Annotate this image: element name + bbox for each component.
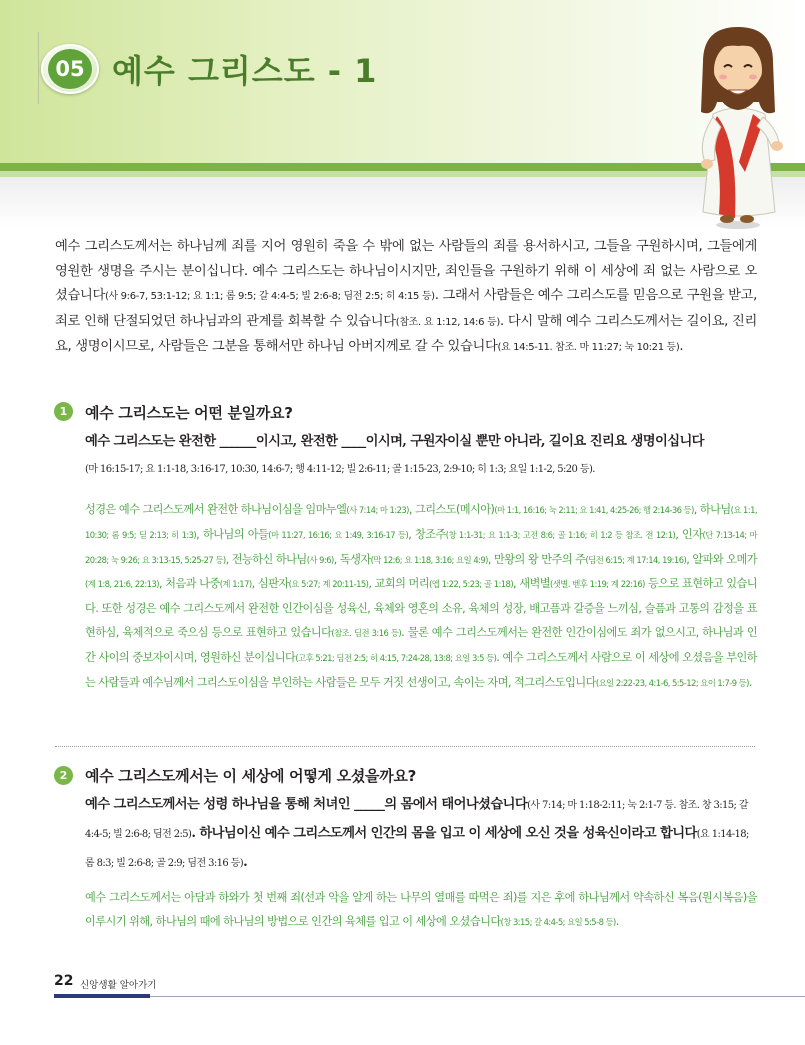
question-1-title: 예수 그리스도는 어떤 분일까요? — [85, 404, 293, 422]
q1-ref-10: (계 1:8, 21:6, 22:13) — [85, 579, 159, 590]
question-2-explanation — [85, 886, 757, 935]
q1-text-1: 성경은 예수 그리스도께서 완전한 하나님이심을 임마누엘 — [85, 503, 347, 516]
q1-text-12: , 심판자 — [251, 577, 289, 591]
q1-ref-16: (고후 5:21; 딤전 2:5; 히 4:15, 7:24-28, 13:8; 요일 3:5 등) — [295, 652, 497, 663]
intro-reference-1: (사 9:6-7, 53:1-12; 요 1:1; 롬 9:5; 갈 4:4-5; 빌 2:6-8; 딤전 2:5; 히 4:15 등) — [104, 291, 435, 303]
q1-ref-2: (마 1:1, 16:16; 눅 2:11; 요 1:41, 4:25-26; 행 2:14-36 등) — [494, 505, 694, 515]
question-1-answer-line: 예수 그리스도는 완전한 ______이시고, 완전한 ____이시며, 구원자이실 뿐만 아니라, 길이요 진리요 생명이십니다 — [85, 434, 704, 449]
q1-text-7: , 전능하신 하나님 — [225, 552, 307, 566]
q2-answer-2: . 하나님이신 예수 그리스도께서 인간의 몸을 입고 이 세상에 오신 것을 성육신이라고 합니다 — [191, 826, 697, 841]
intro-sentence-3: . 다시 말해 예수 그리스도께서는 길이요, 진리요, 생명이시므로, 사람들은 그분을 통해서만 하나님 아버지께로 갈 수 있습니다 — [55, 313, 757, 355]
intro-sentence-4: . — [679, 339, 684, 355]
chapter-number: 05 — [48, 49, 92, 89]
question-1-references: (마 16:15-17; 요 1:1-18, 3:16-17, 10:30, 14:6-7; 행 4:11-12; 빌 2:6-11; 골 1:15-23, 2:9-10; 히 1:3; 요일 1:1-2, 5:20 등). — [85, 464, 595, 475]
question-2-title: 예수 그리스도께서는 이 세상에 어떻게 오셨을까요? — [85, 767, 417, 785]
q1-ref-8: (막 12:6; 요 1:18, 3:16; 요일 4:9) — [370, 554, 488, 565]
q1-text-13: , 교회의 머리 — [368, 577, 430, 591]
q1-ref-5: (창 1:1-31; 요 1:1-3; 고전 8:6; 골 1:16; 히 1:2 등 참조. 전 12:1) — [445, 529, 676, 540]
q1-ref-14: (샛별. 벧후 1:19; 계 22:16) — [550, 579, 645, 590]
q1-text-16: . 물론 예수 그리스도께서는 완전한 인간이심에도 죄가 없으시고, 하나님과 인간 사이의 중보자이시며, 영원하신 분이십니다 — [85, 625, 757, 664]
q1-ref-3: (요 1:1, 10:30; 롬 9:5; 딛 2:13; 히 1:3) — [85, 505, 757, 540]
q1-text-2: , 그리스도(메시아) — [408, 503, 495, 516]
section-divider — [55, 746, 755, 747]
question-1-answer — [85, 428, 765, 484]
chapter-number-badge — [41, 44, 99, 94]
q1-ref-1: (사 7:14; 마 1:23) — [346, 505, 409, 515]
q1-text-15: 등으로 표현하고 있습니다. 또한 성경은 예수 그리스도께서 완전한 인간이심을 성육신, 육체와 영혼의 소유, 육체의 성장, 배고픔과 갈증을 느끼심, 슬픔과 고통의 감정을 표현하심, 육체적으로 죽으심 등으로 표현하고 있습니다 — [85, 577, 758, 639]
q1-text-11: , 처음과 나중 — [158, 577, 220, 591]
q1-ref-11: (계 1:17) — [219, 579, 252, 590]
q2-green-ref-1: (창 3:15; 갈 4:4-5; 요일 5:5-8 등) — [500, 916, 616, 927]
question-1-badge: 1 — [54, 402, 73, 421]
q1-ref-9: (딤전 6:15; 계 17:14, 19:16) — [585, 554, 687, 565]
intro-sentence-2: . 그래서 사람들은 예수 그리스도를 믿음으로 구원을 받고, 죄로 인해 단절되었던 하나님과의 관계를 회복할 수 있습니다 — [55, 288, 758, 329]
q2-answer-1: 예수 그리스도께서는 성령 하나님을 통해 처녀인 _____의 몸에서 태어나셨습니다 — [85, 797, 528, 812]
question-1-explanation — [85, 498, 757, 695]
footer-rule — [150, 996, 805, 997]
q1-ref-12: (요 5:27; 계 20:11-15) — [288, 579, 369, 590]
q1-ref-4: (마 11:27, 16:16; 요 1:49, 3:16-17 등) — [268, 529, 409, 540]
footer-accent-bar — [54, 994, 150, 998]
intro-paragraph — [55, 235, 757, 361]
question-2-answer — [85, 791, 760, 878]
q1-text-6: , 인자 — [675, 527, 703, 541]
q2-text-1: 예수 그리스도께서는 아담과 하와가 첫 번째 죄(선과 악을 알게 하는 나무의 열매를 따먹은 죄)를 지은 후에 하나님께서 약속하신 복음(원시복음)을 이루시기 위해, 하나님의 때에 하나님의 방법으로 인간의 육체를 입고 이 세상에 오셨습니다 — [85, 891, 757, 928]
q1-text-17: . 예수 그리스도께서 사람으로 이 세상에 오셨음을 부인하는 사람들과 예수님께서 그리스도이심을 부인하는 사람들은 모두 거짓 선생이고, 속이는 자며, 적그리스도입니다 — [85, 650, 757, 689]
book-title: 신앙생활 알아가기 — [80, 980, 157, 991]
header-vertical-rule — [38, 32, 39, 104]
q2-text-2: . — [615, 914, 619, 928]
q1-text-4: , 하나님의 아들 — [196, 527, 269, 541]
jesus-illustration — [683, 22, 793, 232]
q2-ref-2: (요 1:14-18; 롬 8:3; 빌 2:6-8; 골 2:9; 딤전 3:16 등) — [85, 829, 749, 869]
q2-answer-3: . — [243, 855, 248, 870]
q1-ref-6: (단 7:13-14; 마 20:28; 눅 9:26; 요 3:13-15, 5:25-27 등) — [85, 529, 757, 565]
page-title: 예수 그리스도 - 1 — [112, 52, 378, 90]
intro-reference-3: (요 14:5-11. 참조. 마 11:27; 눅 10:21 등) — [497, 342, 680, 354]
q1-ref-17: (요일 2:22-23, 4:1-6, 5:5-12; 요이 1:7-9 등) — [595, 677, 749, 688]
intro-reference-2: (참조. 요 1:12, 14:6 등) — [395, 316, 500, 328]
page-number: 22 — [54, 973, 74, 989]
q1-ref-13: (엡 1:22, 5:23; 골 1:18) — [429, 579, 514, 590]
question-2-badge: 2 — [54, 766, 73, 785]
q1-text-10: , 알파와 오메가 — [686, 552, 757, 566]
intro-sentence-1: 예수 그리스도께서는 하나님께 죄를 지어 영원히 죽을 수 밖에 없는 사람들의 죄를 용서하시고, 그들을 구원하시며, 그들에게 영원한 생명을 주시는 분이십니다. 예수 그리스도는 하나님이시지만, 죄인들을 구원하기 위해 이 세상에 죄 없는 사람으로 오셨습니다 — [55, 239, 757, 304]
q2-ref-1: (사 7:14; 마 1:18-2:11; 눅 2:1-7 등. 참조. 창 3:15; 갈 4:4-5; 빌 2:6-8; 딤전 2:5) — [85, 800, 748, 840]
q1-text-18: . — [748, 675, 752, 689]
q1-text-5: , 창조주 — [408, 527, 446, 541]
q1-text-14: , 새벽별 — [513, 577, 551, 591]
q1-text-3: , 하나님 — [693, 503, 731, 516]
q1-ref-15: (참조. 딤전 3:16 등) — [331, 627, 402, 638]
q1-ref-7: (사 9:6) — [306, 554, 334, 565]
q1-text-8: , 독생자 — [333, 552, 371, 566]
q1-text-9: , 만왕의 왕 만주의 주 — [487, 552, 586, 566]
